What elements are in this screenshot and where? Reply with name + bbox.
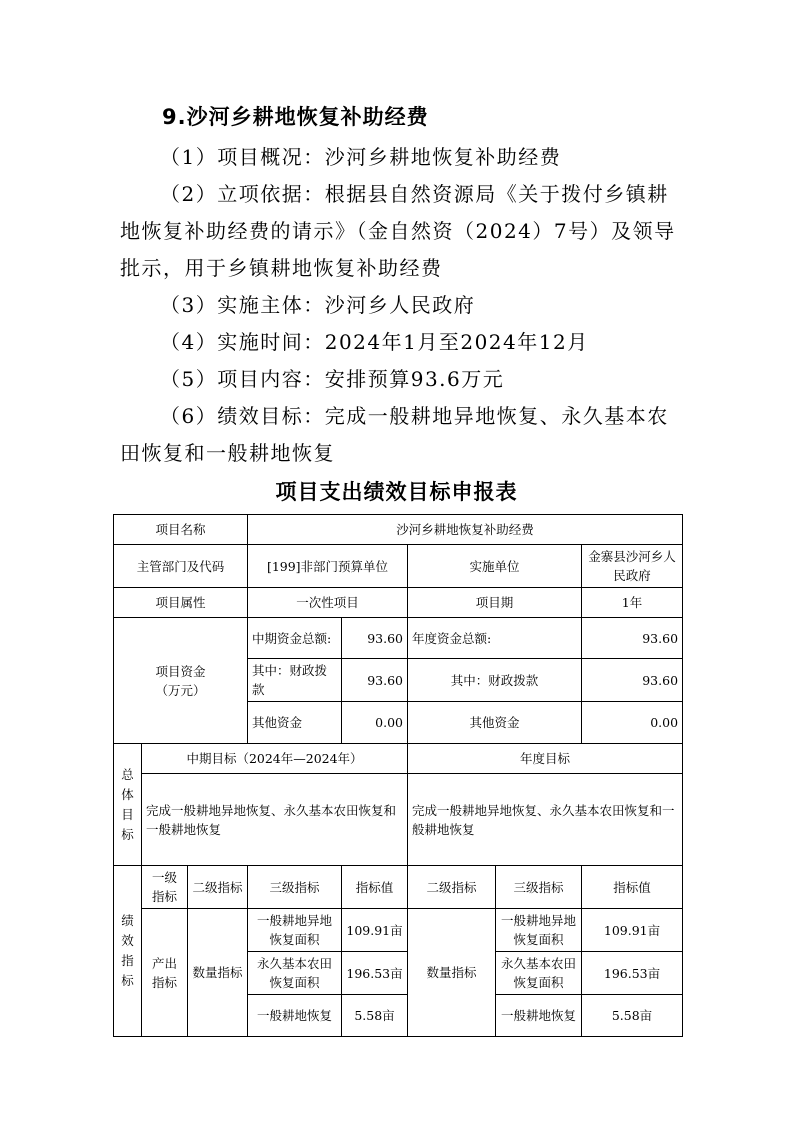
- year-lvl2-header: 二级指标: [408, 866, 496, 909]
- table-row: [114, 545, 683, 588]
- mid-fiscal-value: 93.60: [342, 659, 408, 702]
- year-lvl2-value: 数量指标: [408, 909, 496, 1037]
- period-value: 1年: [582, 588, 683, 618]
- attr-label: 项目属性: [114, 588, 248, 618]
- indicator-name: 永久基本农田恢复面积: [248, 952, 342, 995]
- year-other-label: 其他资金: [408, 702, 582, 744]
- period-label: 项目期: [408, 588, 582, 618]
- year-other-value: 0.00: [582, 702, 683, 744]
- mid-total-label: 中期资金总额:: [248, 618, 342, 659]
- mid-goal-label: 中期目标（2024年—2024年）: [142, 744, 408, 774]
- year-lvl3-header: 三级指标: [496, 866, 582, 909]
- year-goal-label: 年度目标: [408, 744, 683, 774]
- lvl1-header: 一级指标: [142, 866, 188, 909]
- table-row: [114, 618, 683, 659]
- table-row: [114, 774, 683, 866]
- dept-value: [199]非部门预算单位: [248, 545, 408, 588]
- table-row: [114, 744, 683, 774]
- attr-value: 一次性项目: [248, 588, 408, 618]
- lvl1-value: 产出指标: [142, 909, 188, 1037]
- year-indicator-value: 196.53亩: [582, 952, 683, 995]
- mid-goal-text: 完成一般耕地异地恢复、永久基本农田恢复和一般耕地恢复: [142, 774, 408, 866]
- table-row: [114, 588, 683, 618]
- year-indicator-name: 一般耕地恢复: [496, 995, 582, 1037]
- paragraph-content: （5）项目内容：安排预算93.6万元: [160, 367, 505, 391]
- mid-other-value: 0.00: [342, 702, 408, 744]
- table-row: [114, 909, 683, 952]
- mid-other-label: 其他资金: [248, 702, 342, 744]
- lvl3-header: 三级指标: [248, 866, 342, 909]
- impl-unit-label: 实施单位: [408, 545, 582, 588]
- lvl2-header: 二级指标: [188, 866, 248, 909]
- mid-total-value: 93.60: [342, 618, 408, 659]
- indicator-name: 一般耕地恢复: [248, 995, 342, 1037]
- funds-label: 项目资金 （万元）: [114, 618, 248, 744]
- perf-indicators-label: 绩效指标: [114, 866, 142, 1037]
- year-total-label: 年度资金总额:: [408, 618, 582, 659]
- project-name-value: 沙河乡耕地恢复补助经费: [248, 515, 683, 545]
- impl-unit-value: 金寨县沙河乡人民政府: [582, 545, 683, 588]
- lvl2-value: 数量指标: [188, 909, 248, 1037]
- indicator-value: 196.53亩: [342, 952, 408, 995]
- table-row: [114, 515, 683, 545]
- year-indicator-value: 5.58亩: [582, 995, 683, 1037]
- performance-report-table: [113, 514, 683, 1037]
- section-heading: 9.沙河乡耕地恢复补助经费: [162, 105, 429, 129]
- year-total-value: 93.60: [582, 618, 683, 659]
- indicator-name: 一般耕地异地恢复面积: [248, 909, 342, 952]
- paragraph-overview: （1）项目概况：沙河乡耕地恢复补助经费: [160, 145, 562, 169]
- mid-fiscal-label: 其中：财政拨款: [248, 659, 342, 702]
- indicator-value: 109.91亩: [342, 909, 408, 952]
- paragraph-basis: （2）立项依据：根据县自然资源局《关于拨付乡镇耕地恢复补助经费的请示》（金自然资（2024）7号）及领导批示，用于乡镇耕地恢复补助经费: [120, 182, 676, 280]
- year-indicator-name: 一般耕地异地恢复面积: [496, 909, 582, 952]
- year-indicator-value: 109.91亩: [582, 909, 683, 952]
- paragraph-subject: （3）实施主体：沙河乡人民政府: [160, 293, 476, 317]
- project-name-label: 项目名称: [114, 515, 248, 545]
- year-indicator-name: 永久基本农田恢复面积: [496, 952, 582, 995]
- year-value-header: 指标值: [582, 866, 683, 909]
- year-fiscal-value: 93.60: [582, 659, 683, 702]
- value-header: 指标值: [342, 866, 408, 909]
- paragraph-goal: （6）绩效目标：完成一般耕地异地恢复、永久基本农田恢复和一般耕地恢复: [120, 404, 669, 465]
- year-goal-text: 完成一般耕地异地恢复、永久基本农田恢复和一般耕地恢复: [408, 774, 683, 866]
- table-title: 项目支出绩效目标申报表: [275, 480, 518, 504]
- paragraph-time: （4）实施时间：2024年1月至2024年12月: [160, 330, 589, 354]
- table-row: [114, 866, 683, 909]
- year-fiscal-label: 其中：财政拨款: [408, 659, 582, 702]
- overall-goal-label: 总体目标: [114, 744, 142, 866]
- indicator-value: 5.58亩: [342, 995, 408, 1037]
- dept-label: 主管部门及代码: [114, 545, 248, 588]
